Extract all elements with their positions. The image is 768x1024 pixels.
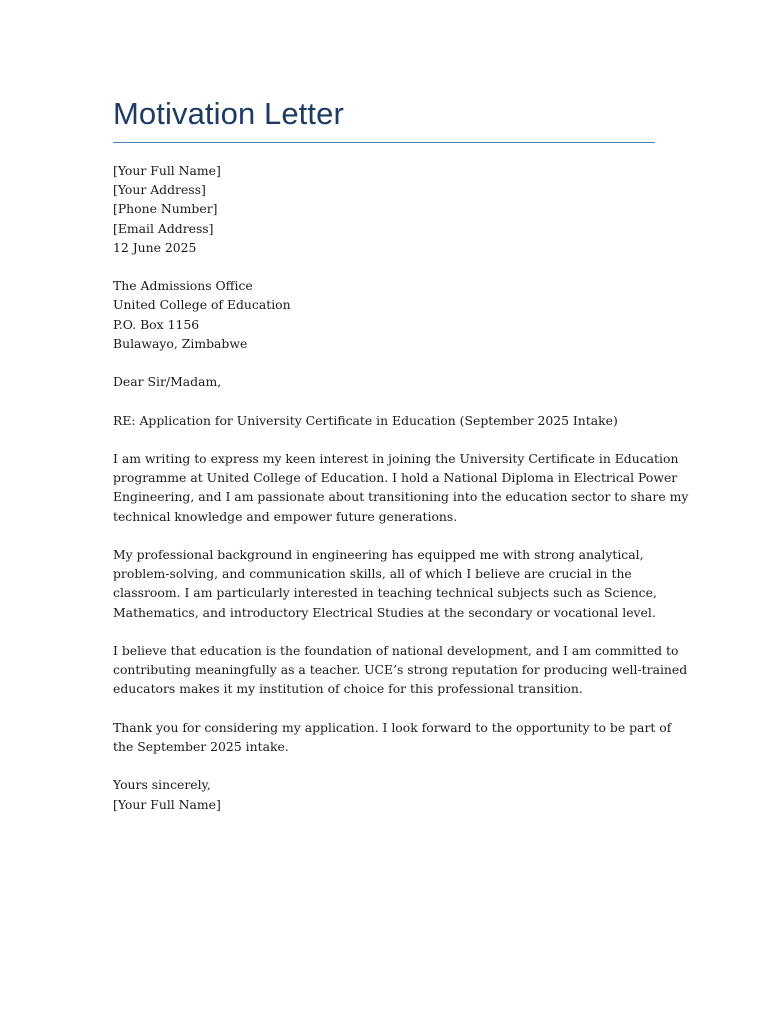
closing-block xyxy=(113,775,655,813)
recipient-city: Bulawayo, Zimbabwe xyxy=(113,335,248,351)
recipient-box: P.O. Box 1156 xyxy=(113,316,200,332)
document-title: Motivation Letter xyxy=(113,92,655,143)
paragraph-line: I believe that education is the foundation of national development, and I am committed to xyxy=(113,642,679,658)
sender-block xyxy=(113,161,655,257)
recipient-office: The Admissions Office xyxy=(113,278,253,294)
paragraph-line: the September 2025 intake. xyxy=(113,738,289,754)
subject-line: RE: Application for University Certificate in Education (September 2025 Intake) xyxy=(113,412,618,428)
salutation: Dear Sir/Madam, xyxy=(113,374,222,390)
paragraph xyxy=(113,718,672,756)
paragraph-line: Thank you for considering my application. I look forward to the opportunity to be part of xyxy=(113,719,672,735)
letter-date: 12 June 2025 xyxy=(113,239,197,255)
paragraph-line: classroom. I am particularly interested in teaching technical subjects such as Science, xyxy=(113,585,657,601)
paragraph-line: I am writing to express my keen interest in joining the University Certificate in Education xyxy=(113,450,679,466)
paragraph-line: educators makes it my institution of choice for this professional transition. xyxy=(113,681,583,697)
sender-name: [Your Full Name] xyxy=(113,163,221,178)
paragraph xyxy=(113,545,655,622)
paragraph xyxy=(113,449,689,526)
paragraph-line: Mathematics, and introductory Electrical Studies at the secondary or vocational level. xyxy=(113,604,656,620)
paragraph-line: problem-solving, and communication skills, all of which I believe are crucial in the xyxy=(113,566,632,582)
sender-email: [Email Address] xyxy=(113,220,214,236)
paragraph xyxy=(113,641,688,699)
letter-body xyxy=(113,161,689,814)
paragraph-line: Engineering, and I am passionate about transitioning into the education sector to share my xyxy=(113,489,689,505)
closing: Yours sincerely, xyxy=(113,777,211,793)
recipient-block xyxy=(113,276,655,353)
sender-address: [Your Address] xyxy=(113,182,206,198)
recipient-institution: United College of Education xyxy=(113,297,291,313)
letter xyxy=(113,92,689,833)
sender-phone: [Phone Number] xyxy=(113,201,218,217)
paragraph-line: My professional background in engineering has equipped me with strong analytical, xyxy=(113,546,644,562)
paragraph-line: contributing meaningfully as a teacher. UCE’s strong reputation for producing well-trained xyxy=(113,662,688,678)
paragraph-line: technical knowledge and empower future generations. xyxy=(113,508,458,524)
paragraph-line: programme at United College of Education. I hold a National Diploma in Electrical Power xyxy=(113,470,678,486)
signature: [Your Full Name] xyxy=(113,796,221,812)
